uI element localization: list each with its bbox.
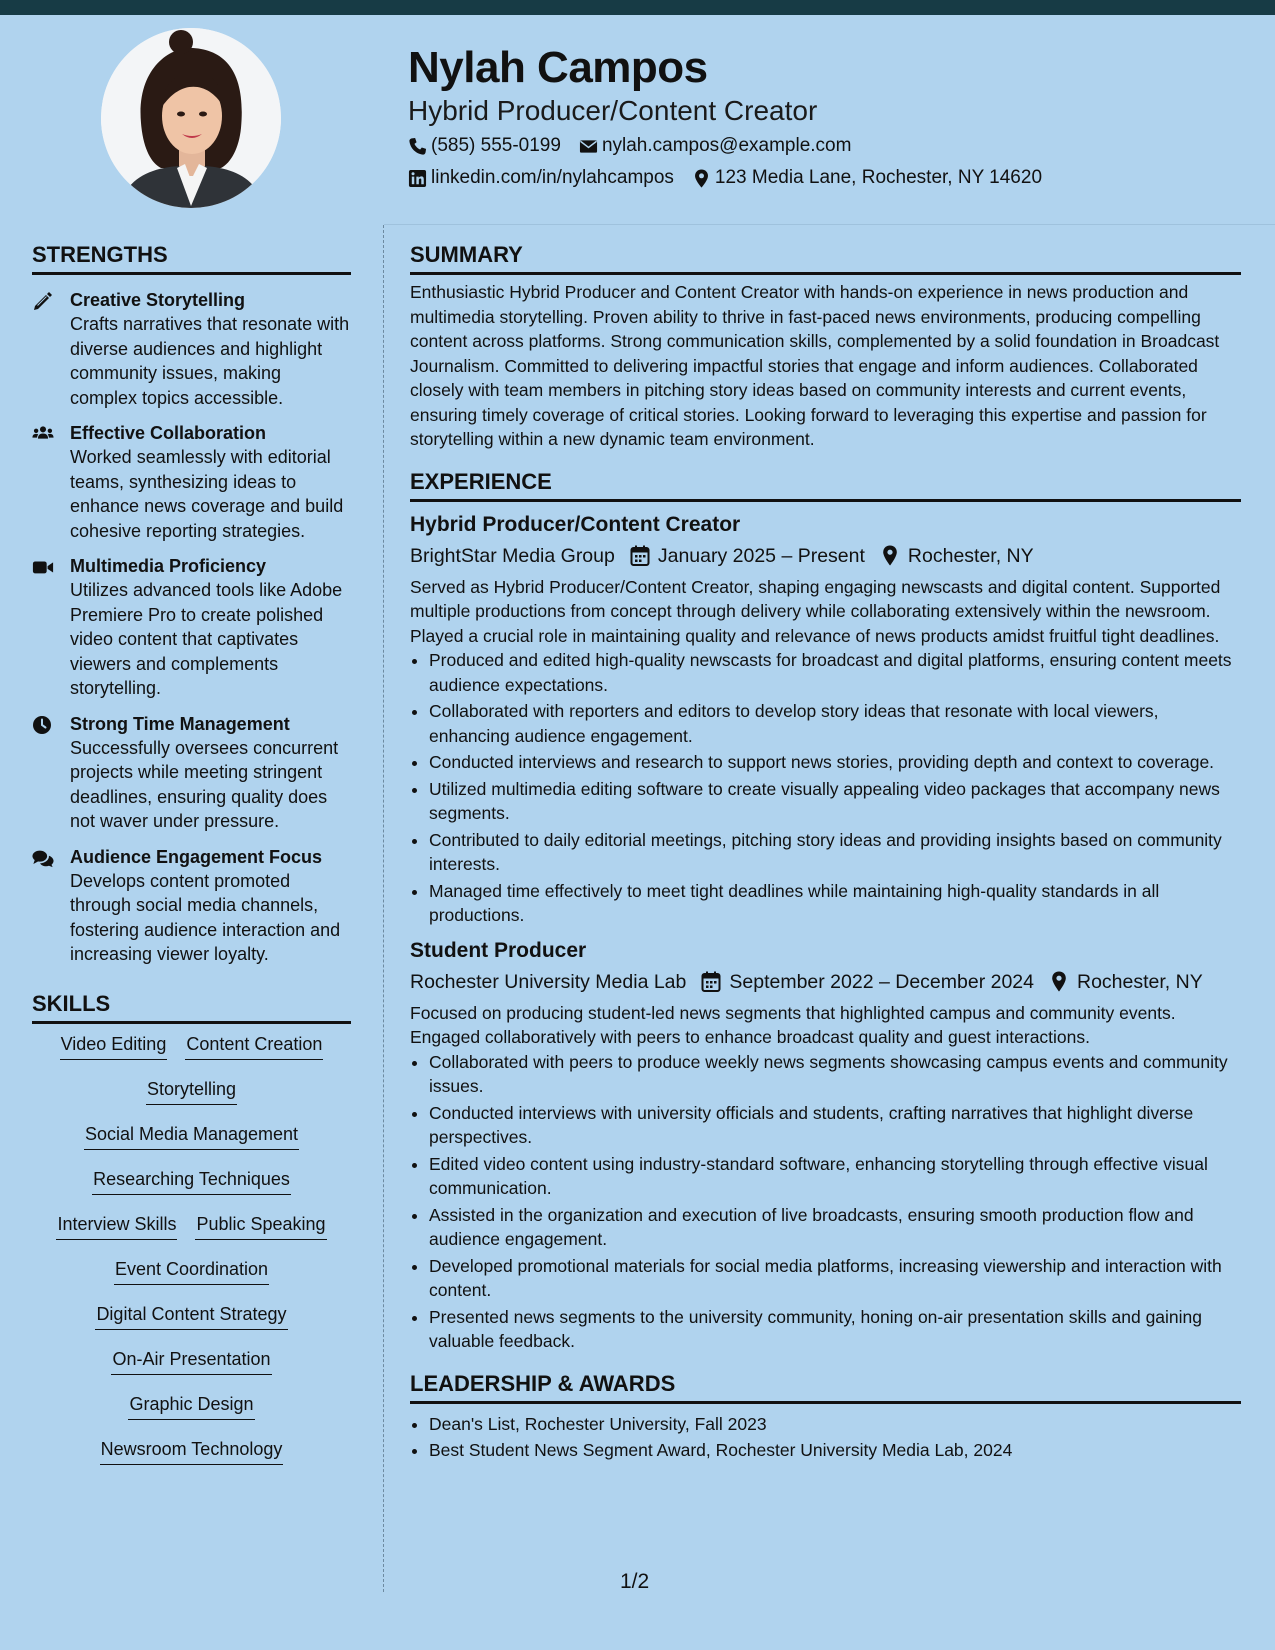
skill-tag: On-Air Presentation	[111, 1347, 271, 1375]
award-item: • Dean's List, Rochester University, Fall 2023	[429, 1412, 1241, 1437]
strength-item	[32, 422, 351, 543]
top-bar	[0, 0, 1275, 15]
skill-line	[32, 1257, 351, 1302]
job-bullet: • Conducted interviews and research to support news stories, providing depth and context to coverage.	[429, 750, 1241, 775]
job-summary: Served as Hybrid Producer/Content Creator, shaping engaging newscasts and digital content. Supported multiple productions from concept through delivery while collaborating extensively within the newsroom. Played a crucial role in maintaining quality and relevance of news products amidst fruitful tight deadlines.	[410, 576, 1221, 646]
award-item: • Best Student News Segment Award, Rochester University Media Lab, 2024	[429, 1438, 1241, 1463]
job-company: BrightStar Media Group	[410, 544, 615, 567]
job-bullet: • Utilized multimedia editing software to create visually appealing video packages that accompany news segments.	[429, 777, 1241, 826]
phone-contact[interactable]	[408, 134, 561, 158]
job-dates-wrap	[698, 968, 1034, 996]
strength-item	[32, 713, 351, 834]
skill-tag: Newsroom Technology	[100, 1437, 284, 1465]
strengths-heading: STRENGTHS	[32, 240, 351, 275]
envelope-icon	[579, 137, 598, 156]
left-column	[32, 240, 351, 1482]
job-bullet: • Managed time effectively to meet tight deadlines while maintaining high-quality standards in all productions.	[429, 879, 1241, 928]
contact-row-1	[408, 134, 869, 158]
strength-description: Worked seamlessly with editorial teams, synthesizing ideas to enhance news coverage and build cohesive reporting strategies.	[70, 447, 344, 541]
skill-tag: Public Speaking	[195, 1212, 326, 1240]
strength-name: Strong Time Management	[70, 713, 290, 734]
strength-description: Utilizes advanced tools like Adobe Premiere Pro to create polished video content that captivates viewers and complements storytelling.	[70, 580, 343, 698]
summary-section	[410, 240, 1241, 452]
job-location: Rochester, NY	[1077, 970, 1203, 993]
skill-tag: Interview Skills	[56, 1212, 177, 1240]
skill-line	[32, 1302, 351, 1347]
skill-tag: Researching Techniques	[92, 1167, 291, 1195]
skill-tag: Content Creation	[185, 1032, 323, 1060]
job-bullet: • Collaborated with reporters and editors to develop story ideas that resonate with local viewers, enhancing audience engagement.	[429, 699, 1241, 748]
job-dates: September 2022 – December 2024	[729, 970, 1034, 993]
linkedin-contact[interactable]	[408, 166, 674, 190]
awards-list	[410, 1412, 1241, 1463]
skill-tag: Digital Content Strategy	[95, 1302, 287, 1330]
right-column	[410, 240, 1241, 1465]
page-number: 1/2	[620, 1570, 650, 1593]
job-meta	[410, 968, 1241, 996]
job-bullet: • Conducted interviews with university officials and students, crafting narratives that highlight diverse perspectives.	[429, 1101, 1241, 1150]
map-pin-icon	[1049, 971, 1069, 992]
skill-line	[32, 1347, 351, 1392]
skill-line	[32, 1122, 351, 1167]
job-bullet: • Developed promotional materials for social media platforms, increasing viewership and interaction with content.	[429, 1254, 1241, 1303]
strength-item	[32, 846, 351, 967]
strength-description: Crafts narratives that resonate with diverse audiences and highlight community issues, making complex topics accessible.	[70, 314, 350, 408]
linkedin-icon	[408, 169, 427, 188]
strength-item	[32, 289, 351, 410]
job-dates: January 2025 – Present	[657, 544, 865, 567]
strength-name: Audience Engagement Focus	[70, 846, 323, 867]
awards-section	[410, 1369, 1241, 1463]
job-bullet: • Collaborated with peers to produce weekly news segments showcasing campus events and community issues.	[429, 1050, 1241, 1099]
calendar-icon	[701, 971, 721, 992]
skills-list	[32, 1024, 351, 1482]
skill-tag: Storytelling	[146, 1077, 237, 1105]
email-contact[interactable]	[579, 134, 852, 158]
job-entry	[410, 511, 1241, 928]
skill-line	[32, 1212, 351, 1257]
candidate-name: Nylah Campos	[408, 43, 708, 92]
job-entry	[410, 937, 1241, 1354]
phone-text: (585) 555-0199	[431, 135, 561, 156]
clock-icon	[32, 715, 54, 735]
job-location-wrap	[877, 542, 1034, 570]
strength-name: Effective Collaboration	[70, 423, 267, 443]
job-title: Student Producer	[410, 938, 587, 962]
contact-row-2	[408, 166, 1060, 190]
job-bullet: • Contributed to daily editorial meetings, pitching story ideas and providing insights based on community interests.	[429, 828, 1241, 877]
awards-heading: LEADERSHIP & AWARDS	[410, 1369, 1241, 1404]
strength-name: Creative Storytelling	[70, 290, 246, 310]
experience-section	[410, 467, 1241, 1354]
video-camera-icon	[32, 557, 54, 577]
calendar-icon	[630, 545, 650, 566]
header-divider	[384, 224, 1275, 225]
job-headline: Hybrid Producer/Content Creator	[408, 95, 818, 126]
job-bullet: • Presented news segments to the university community, honing on-air presentation skills and gaining valuable feedback.	[429, 1305, 1241, 1354]
job-bullet: • Assisted in the organization and execution of live broadcasts, ensuring smooth production flow and audience engagement.	[429, 1203, 1241, 1252]
linkedin-text: linkedin.com/in/nylahcampos	[431, 167, 674, 188]
strength-item	[32, 555, 351, 701]
skill-tag: Event Coordination	[114, 1257, 269, 1285]
skill-line	[32, 1032, 351, 1077]
skill-tag: Video Editing	[60, 1032, 168, 1060]
pencil-icon	[32, 291, 54, 311]
users-icon	[32, 424, 54, 444]
summary-heading: SUMMARY	[410, 240, 1241, 275]
strength-name: Multimedia Proficiency	[70, 556, 267, 576]
skill-line	[32, 1077, 351, 1122]
job-location-wrap	[1046, 968, 1203, 996]
address-contact	[692, 166, 1042, 190]
skill-line	[32, 1392, 351, 1437]
job-bullet: • Edited video content using industry-standard software, enhancing storytelling through effective visual communication.	[429, 1152, 1241, 1201]
job-bullets	[410, 648, 1241, 928]
strength-description: Successfully oversees concurrent projects while meeting stringent deadlines, ensuring quality does not waver under pressure.	[70, 737, 339, 831]
job-company: Rochester University Media Lab	[410, 970, 687, 993]
job-bullet: • Produced and edited high-quality newscasts for broadcast and digital platforms, ensuring content meets audience expectations.	[429, 648, 1241, 697]
skill-line	[32, 1437, 351, 1482]
job-bullets	[410, 1050, 1241, 1354]
summary-text: Enthusiastic Hybrid Producer and Content Creator with hands-on experience in news production and multimedia storytelling. Proven ability to thrive in fast-paced news environments, producing compelling content across platforms. Strong communication skills, complemented by a solid foundation in Broadcast Journalism. Committed to delivering impactful stories that engage and inform audiences. Collaborated closely with team members in pitching story ideas based on community interests and current events, ensuring timely coverage of critical stories. Looking forward to leveraging this expertise and passion for storytelling within a new dynamic team environment.	[410, 282, 1220, 449]
skills-heading: SKILLS	[32, 989, 351, 1024]
map-pin-icon	[692, 169, 711, 188]
address-text: 123 Media Lane, Rochester, NY 14620	[714, 167, 1043, 188]
skill-tag: Social Media Management	[84, 1122, 299, 1150]
map-pin-icon	[880, 545, 900, 566]
profile-photo	[101, 28, 281, 208]
column-divider	[383, 225, 384, 1592]
skill-tag: Graphic Design	[128, 1392, 254, 1420]
strength-description: Develops content promoted through social media channels, fostering audience interaction and increasing viewer loyalty.	[70, 870, 341, 964]
email-text: nylah.campos@example.com	[601, 135, 852, 156]
job-summary: Focused on producing student-led news segments that highlighted campus and community events. Engaged collaboratively with peers to enhance broadcast quality and guest interactions.	[410, 1002, 1176, 1047]
job-dates-wrap	[627, 542, 865, 570]
comments-icon	[32, 848, 54, 868]
phone-icon	[408, 137, 427, 156]
job-title: Hybrid Producer/Content Creator	[410, 512, 741, 536]
experience-heading: EXPERIENCE	[410, 467, 1241, 502]
skill-line	[32, 1167, 351, 1212]
job-meta	[410, 542, 1241, 570]
job-location: Rochester, NY	[907, 544, 1034, 567]
